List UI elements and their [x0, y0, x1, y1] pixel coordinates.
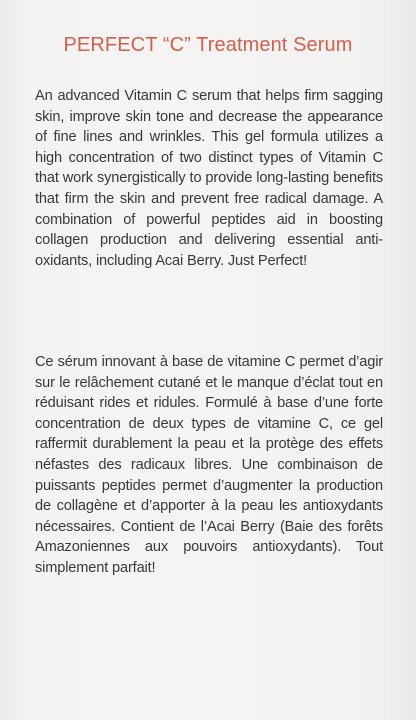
description-english: An advanced Vitamin C serum that helps firm sagging skin, improve skin tone and decrease the appearance of fine lines and wrinkles. This gel formula utilizes a high concentration of two distinct types of Vitamin C that work synergistically to provide long-lasting benefits that firm the skin and prevent free radical damage. A combination of powerful peptides aid in boosting collagen production and delivering essential anti-oxidants, including Acai Berry. Just Perfect!	[35, 88, 383, 269]
product-title: PERFECT “C” Treatment Serum	[63, 34, 353, 56]
description-french: Ce sérum innovant à base de vitamine C permet d’agir sur le relâchement cutané et le manque d’éclat tout en réduisant rides et ridules. Formulé à base d’une forte concentration de deux types de vitamine C, ce gel raffermit durablement la peau et la protège des effets néfastes des radicaux libres. Une combinaison de puissants peptides permet d’augmenter la production de collagène et d’apporter à la peau les antioxydants nécessaires. Contient de l’Acai Berry (Baie des forêts Amazoniennes aux pouvoirs antioxydants). Tout simplement parfait!	[35, 354, 383, 576]
